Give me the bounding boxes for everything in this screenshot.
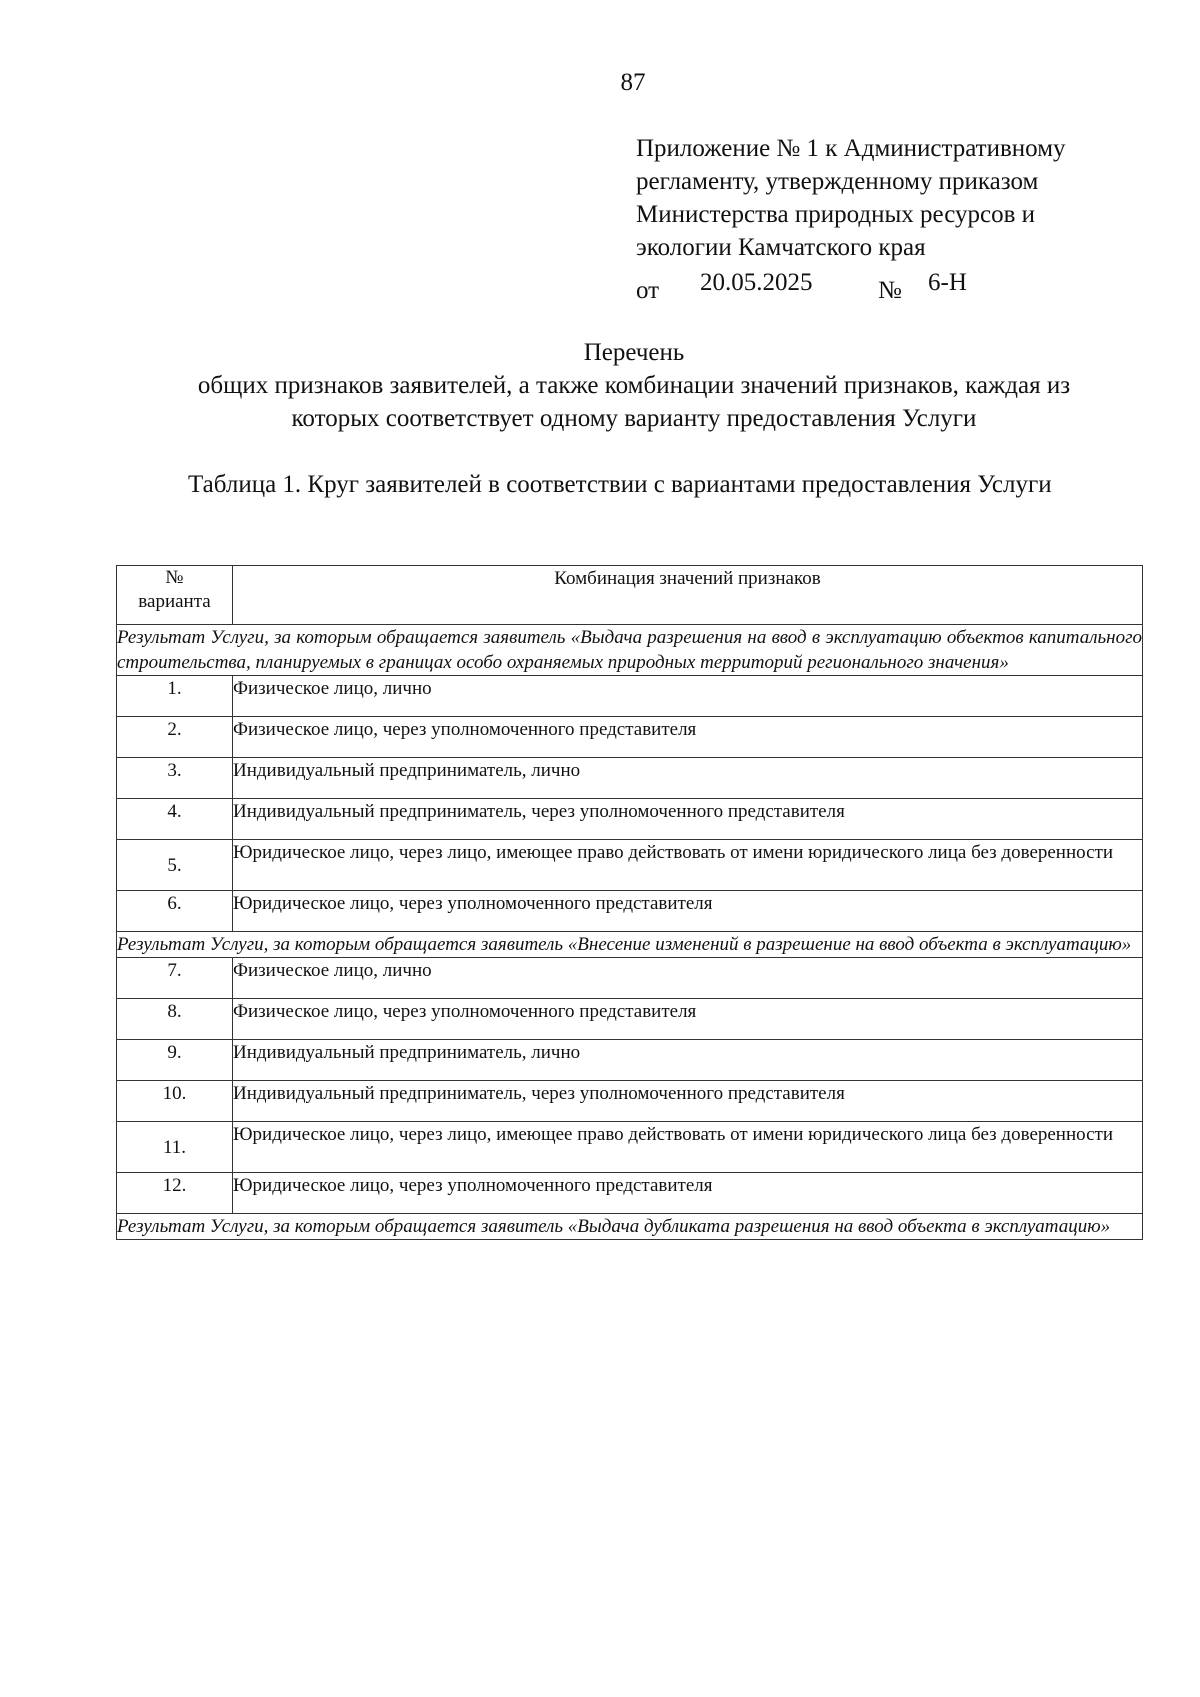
variant-combination: Юридическое лицо, через уполномоченного представителя — [233, 1173, 1143, 1214]
variant-number: 10. — [117, 1081, 233, 1122]
variant-number: 7. — [117, 958, 233, 999]
number-label: № — [878, 277, 902, 304]
group-row — [117, 1214, 1143, 1240]
variant-number: 4. — [117, 799, 233, 840]
variant-combination: Индивидуальный предприниматель, через уполномоченного представителя — [233, 1081, 1143, 1122]
page-number: 87 — [620, 69, 646, 96]
table-row — [117, 758, 1143, 799]
group-row — [117, 932, 1143, 958]
variant-combination: Индивидуальный предприниматель, через уполномоченного представителя — [233, 799, 1143, 840]
document-title — [116, 336, 1152, 435]
table-row — [117, 1173, 1143, 1214]
table-row — [117, 676, 1143, 717]
header-combination: Комбинация значений признаков — [233, 566, 1143, 625]
variant-number: 12. — [117, 1173, 233, 1214]
variant-combination: Юридическое лицо, через лицо, имеющее право действовать от имени юридического лица без доверенности — [233, 1122, 1143, 1173]
variant-number: 11. — [117, 1122, 233, 1173]
table-row — [117, 891, 1143, 932]
table-row — [117, 1122, 1143, 1173]
table-row — [117, 999, 1143, 1040]
header-variant-number — [117, 566, 233, 625]
group-title: Результат Услуги, за которым обращается заявитель «Выдача разрешения на ввод в эксплуатацию объектов капитального строительства, планируемых в границах особо охраняемых природных территорий регионального значения» — [117, 625, 1143, 676]
variant-combination: Физическое лицо, через уполномоченного представителя — [233, 999, 1143, 1040]
order-date: 20.05.2025 — [700, 269, 813, 296]
group-row — [117, 625, 1143, 676]
header-num-label: варианта — [138, 591, 211, 612]
table-row — [117, 1081, 1143, 1122]
order-number: 6-Н — [928, 269, 967, 296]
group-title: Результат Услуги, за которым обращается заявитель «Выдача дубликата разрешения на ввод объекта в эксплуатацию» — [117, 1214, 1143, 1240]
variant-combination: Индивидуальный предприниматель, лично — [233, 758, 1143, 799]
table-row — [117, 799, 1143, 840]
from-label: от — [636, 277, 660, 304]
variant-combination: Индивидуальный предприниматель, лично — [233, 1040, 1143, 1081]
appendix-line: экологии Камчатского края — [636, 234, 926, 261]
header-num-symbol: № — [165, 567, 184, 588]
appendix-line: Министерства природных ресурсов и — [636, 201, 1036, 228]
variants-table — [116, 565, 1143, 1240]
appendix-line: Приложение № 1 к Административному — [636, 135, 1066, 162]
variant-number: 1. — [117, 676, 233, 717]
variant-number: 3. — [117, 758, 233, 799]
variant-number: 6. — [117, 891, 233, 932]
variant-combination: Физическое лицо, лично — [233, 676, 1143, 717]
title-line: общих признаков заявителей, а также комбинации значений признаков, каждая из — [197, 372, 1071, 399]
title-line: Перечень — [583, 339, 685, 366]
variant-number: 5. — [117, 840, 233, 891]
title-line: которых соответствует одному варианту предоставления Услуги — [291, 405, 977, 432]
table-caption: Таблица 1. Круг заявителей в соответствии с вариантами предоставления Услуги — [188, 471, 1052, 498]
group-title: Результат Услуги, за которым обращается заявитель «Внесение изменений в разрешение на ввод объекта в эксплуатацию» — [117, 932, 1143, 958]
appendix-date-row — [636, 266, 1156, 306]
table-row — [117, 840, 1143, 891]
table-header-row — [117, 566, 1143, 625]
variant-combination: Юридическое лицо, через лицо, имеющее право действовать от имени юридического лица без доверенности — [233, 840, 1143, 891]
appendix-line: регламенту, утвержденному приказом — [636, 168, 1039, 195]
variant-combination: Физическое лицо, лично — [233, 958, 1143, 999]
variant-number: 9. — [117, 1040, 233, 1081]
table-row — [117, 717, 1143, 758]
table-row — [117, 1040, 1143, 1081]
variant-number: 2. — [117, 717, 233, 758]
variant-number: 8. — [117, 999, 233, 1040]
table-row — [117, 958, 1143, 999]
variant-combination: Физическое лицо, через уполномоченного представителя — [233, 717, 1143, 758]
variant-combination: Юридическое лицо, через уполномоченного представителя — [233, 891, 1143, 932]
appendix-block — [636, 132, 1156, 306]
